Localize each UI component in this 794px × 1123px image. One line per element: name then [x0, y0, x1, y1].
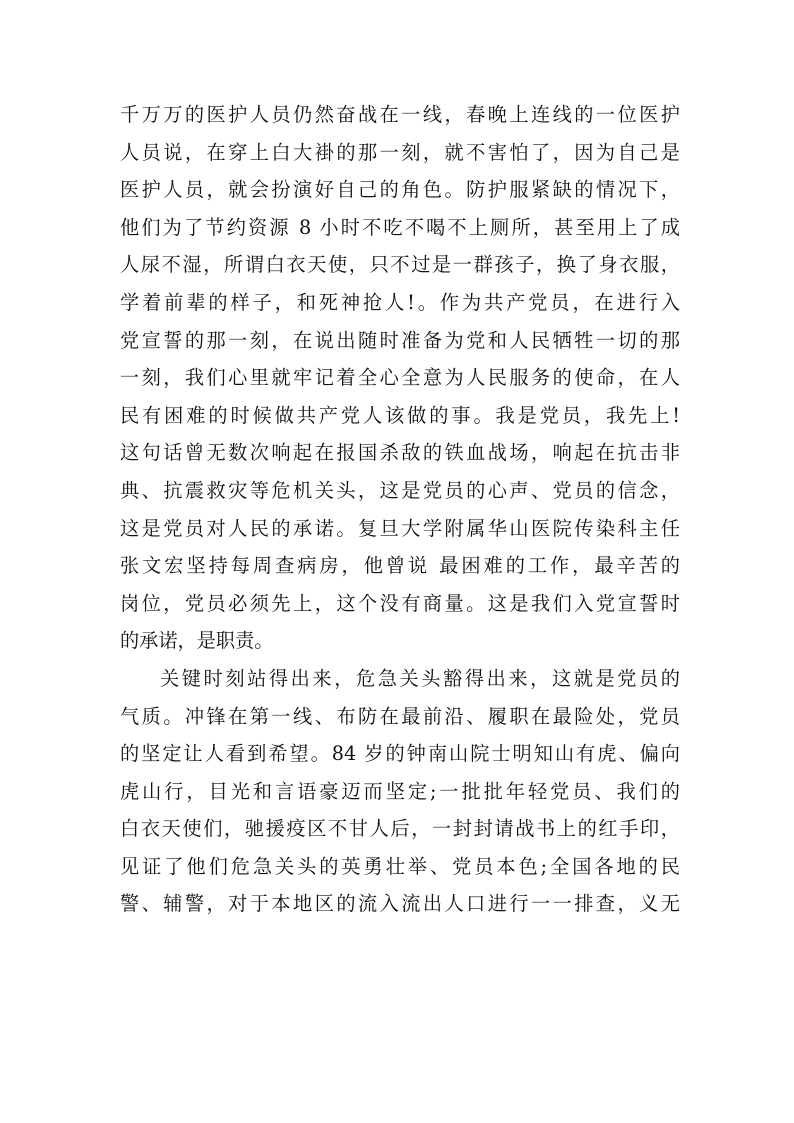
paragraph-1-line-15: 的承诺，是职责。: [120, 629, 274, 653]
paragraph-1-line-12: 这是党员对人民的承诺。复旦大学附属华山医院传染科主任: [120, 516, 680, 540]
paragraph-2-line-2: 气质。冲锋在第一线、布防在最前沿、履职在最险处，党员: [120, 704, 680, 728]
paragraph-2-line-6: 见证了他们危急关头的英勇壮举、党员本色;全国各地的民: [120, 854, 680, 878]
paragraph-1-line-11: 典、抗震救灾等危机关头，这是党员的心声、党员的信念，: [120, 478, 680, 502]
paragraph-1-line-14: 岗位，党员必须先上，这个没有商量。这是我们入党宣誓时: [120, 591, 680, 615]
paragraph-1-line-1: 千万万的医护人员仍然奋战在一线，春晚上连线的一位医护: [120, 103, 680, 126]
paragraph-2-line-5: 白衣天使们，驰援疫区不甘人后，一封封请战书上的红手印，: [120, 817, 680, 841]
paragraph-2-line-7: 警、辅警，对于本地区的流入流出人口进行一一排查，义无: [120, 892, 680, 916]
paragraph-1-line-3: 医护人员，就会扮演好自己的角色。防护服紧缺的情况下，: [120, 178, 680, 202]
paragraph-1-line-9: 民有困难的时候做共产党人该做的事。我是党员，我先上!: [120, 403, 680, 427]
paragraph-1-line-5: 人尿不湿，所谓白衣天使，只不过是一群孩子，换了身衣服，: [120, 253, 680, 277]
paragraph-2-line-4: 虎山行，目光和言语豪迈而坚定;一批批年轻党员、我们的: [120, 779, 680, 803]
paragraph-1-line-10: 这句话曾无数次响起在报国杀敌的铁血战场，响起在抗击非: [120, 441, 680, 465]
paragraph-1-line-4: 他们为了节约资源 8 小时不吃不喝不上厕所，甚至用上了成: [120, 215, 680, 239]
paragraph-1-line-13: 张文宏坚持每周查病房，他曾说 最困难的工作，最辛苦的: [120, 554, 680, 578]
paragraph-2-line-1: 关键时刻站得出来，危急关头豁得出来，这就是党员的: [160, 666, 680, 690]
paragraph-1-line-7: 党宣誓的那一刻，在说出随时准备为党和人民牺牲一切的那: [120, 328, 680, 352]
paragraph-1-line-2: 人员说，在穿上白大褂的那一刻，就不害怕了，因为自己是: [120, 140, 680, 164]
paragraph-1-line-8: 一刻，我们心里就牢记着全心全意为人民服务的使命，在人: [120, 366, 680, 390]
paragraph-2-line-3: 的坚定让人看到希望。84 岁的钟南山院士明知山有虎、偏向: [120, 742, 680, 766]
paragraph-1-line-6: 学着前辈的样子，和死神抢人!。作为共产党员，在进行入: [120, 290, 680, 314]
document-body: [120, 96, 680, 923]
